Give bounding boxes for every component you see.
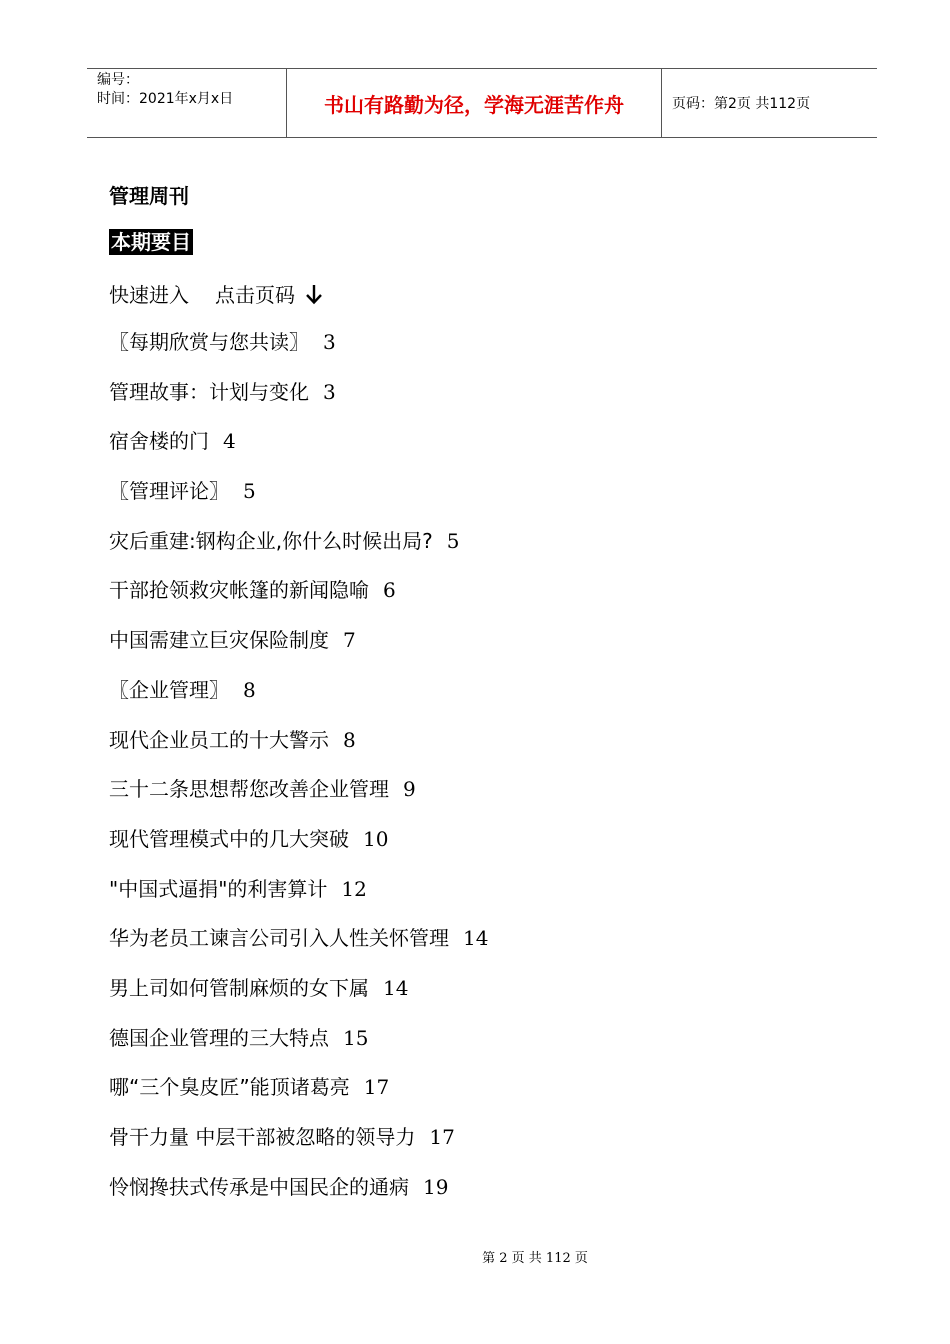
- toc-entry-title: 男上司如何管制麻烦的女下属: [109, 975, 369, 1000]
- toc-entry-page-link[interactable]: 7: [343, 628, 356, 653]
- toc-entry-page-link[interactable]: 10: [363, 826, 389, 851]
- toc-entry-title: "中国式逼捐"的利害算计: [109, 876, 328, 901]
- toc-entry-title: 三十二条思想帮您改善企业管理: [109, 777, 389, 802]
- toc-entry[interactable]: [109, 1073, 488, 1123]
- toc-entry[interactable]: [109, 378, 488, 428]
- toc-entry[interactable]: [109, 974, 488, 1024]
- toc-entry[interactable]: [109, 775, 488, 825]
- toc-entry-title: 〖企业管理〗: [109, 677, 229, 702]
- toc-entry-page-link[interactable]: 4: [223, 429, 236, 454]
- toc-entry-page-link[interactable]: 12: [341, 876, 367, 901]
- click-page-label: 点击页码: [215, 283, 295, 307]
- time-label: 时间：2021年x月x日: [97, 91, 234, 107]
- toc-entry-title: 宿舍楼的门: [109, 429, 209, 454]
- quick-entry: [109, 279, 323, 308]
- quick-entry-label: 快速进入: [109, 283, 189, 307]
- toc-entry-page-link[interactable]: 5: [243, 479, 256, 504]
- toc-entry-title: 管理故事：计划与变化: [109, 379, 309, 404]
- toc-entry-page-link[interactable]: 14: [383, 975, 409, 1000]
- toc-entry[interactable]: [109, 477, 488, 527]
- toc-list: [109, 328, 488, 1222]
- toc-entry[interactable]: [109, 875, 488, 925]
- toc-entry[interactable]: [109, 626, 488, 676]
- toc-entry-page-link[interactable]: 9: [403, 777, 416, 802]
- toc-entry-title: 德国企业管理的三大特点: [109, 1025, 329, 1050]
- arrow-down-icon: [305, 283, 323, 305]
- toc-entry-title: 中国需建立巨灾保险制度: [109, 628, 329, 653]
- header-motto: 书山有路勤为径，学海无涯苦作舟: [287, 69, 662, 137]
- toc-entry-title: 〖管理评论〗: [109, 479, 229, 504]
- toc-entry[interactable]: [109, 1024, 488, 1074]
- toc-entry[interactable]: [109, 328, 488, 378]
- toc-entry-page-link[interactable]: 8: [243, 677, 256, 702]
- toc-entry-page-link[interactable]: 14: [463, 926, 489, 951]
- toc-entry-title: 灾后重建:钢构企业,你什么时候出局?: [109, 528, 433, 553]
- toc-entry[interactable]: [109, 1123, 488, 1173]
- toc-entry-title: 华为老员工谏言公司引入人性关怀管理: [109, 926, 449, 951]
- toc-entry-page-link[interactable]: 6: [383, 578, 396, 603]
- toc-entry-page-link[interactable]: 8: [343, 727, 356, 752]
- toc-entry-title: 现代企业员工的十大警示: [109, 727, 329, 752]
- toc-entry[interactable]: [109, 576, 488, 626]
- toc-entry-title: 怜悯搀扶式传承是中国民企的通病: [109, 1174, 409, 1199]
- toc-heading: 本期要目: [111, 230, 191, 254]
- page-header: [87, 68, 877, 138]
- toc-entry[interactable]: [109, 1173, 488, 1223]
- toc-entry[interactable]: [109, 676, 488, 726]
- magazine-title: 管理周刊: [109, 184, 189, 208]
- toc-entry[interactable]: [109, 527, 488, 577]
- toc-entry[interactable]: [109, 924, 488, 974]
- toc-entry-page-link[interactable]: 3: [323, 379, 336, 404]
- toc-entry-page-link[interactable]: 5: [446, 528, 460, 553]
- toc-entry-title: 骨干力量 中层干部被忽略的领导力: [109, 1125, 416, 1149]
- toc-entry[interactable]: [109, 427, 488, 477]
- toc-entry-page-link[interactable]: 19: [423, 1174, 449, 1199]
- header-page-info: 页码：第2页 共112页: [672, 96, 811, 112]
- number-label: 编号：: [97, 72, 139, 88]
- toc-entry-title: 干部抢领救灾帐篷的新闻隐喻: [109, 578, 369, 603]
- toc-entry-title: 哪“三个臭皮匠”能顶诸葛亮: [109, 1075, 350, 1100]
- toc-entry-title: 〖每期欣赏与您共读〗: [109, 330, 309, 354]
- toc-entry-page-link[interactable]: 15: [343, 1025, 369, 1050]
- toc-entry-page-link[interactable]: 17: [363, 1075, 390, 1100]
- page-footer: 第 2 页 共 112 页: [482, 1251, 588, 1266]
- header-meta: [87, 69, 287, 137]
- toc-entry-page-link[interactable]: 17: [429, 1125, 455, 1149]
- toc-entry[interactable]: [109, 726, 488, 776]
- toc-entry-title: 现代管理模式中的几大突破: [109, 826, 349, 851]
- toc-entry[interactable]: [109, 825, 488, 875]
- toc-entry-page-link[interactable]: 3: [323, 330, 336, 354]
